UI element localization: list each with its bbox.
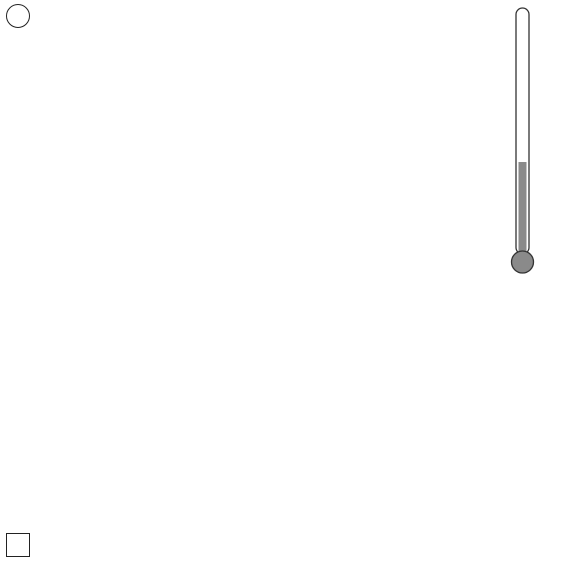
thermometer-bulb	[512, 251, 534, 273]
solution-grid	[46, 294, 567, 569]
thermometer	[486, 0, 569, 280]
task-number	[6, 4, 30, 28]
answer-box[interactable]	[6, 533, 30, 557]
thermometer-mercury	[519, 162, 527, 254]
